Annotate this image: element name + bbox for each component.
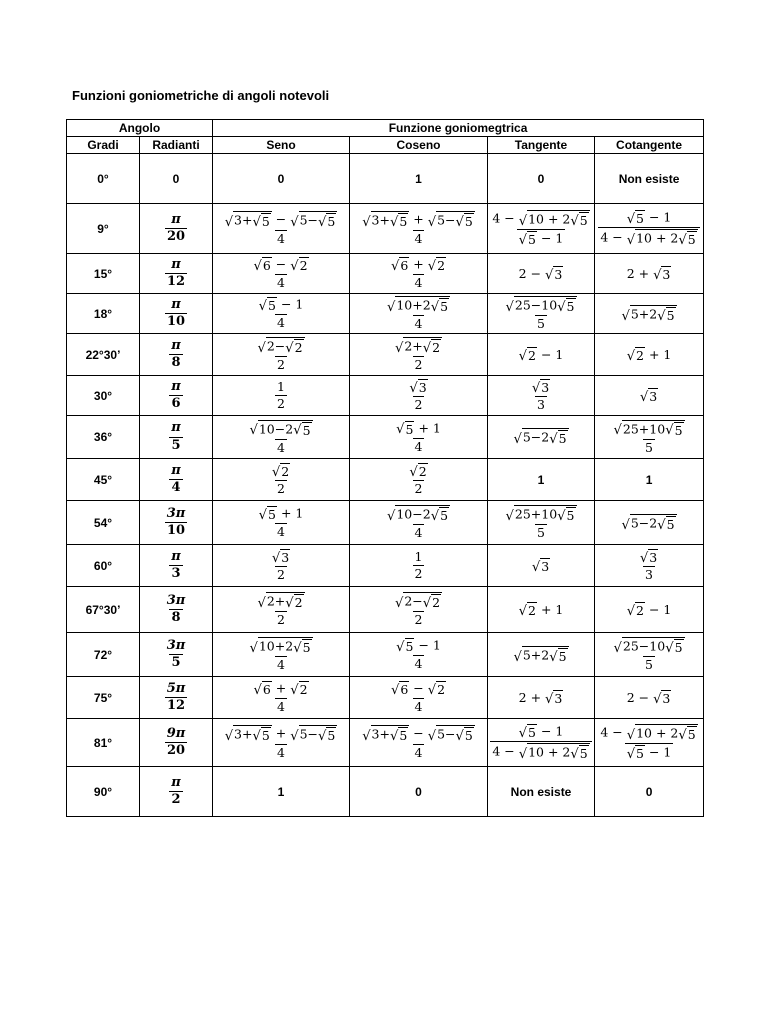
cell-gradi: 90° bbox=[67, 767, 140, 817]
cell-gradi: 22°30’ bbox=[67, 334, 140, 376]
cell-cotangente: √ 3 3 bbox=[595, 545, 704, 587]
cell-cotangente: 4 − √ 10 + 2 √ 5 √ 5 − 1 bbox=[595, 719, 704, 767]
cell-gradi: 18° bbox=[67, 294, 140, 334]
cell-seno: √ 5 + 1 4 bbox=[213, 501, 350, 545]
trig-table bbox=[66, 119, 704, 817]
cell-tangente: √ 3 bbox=[488, 545, 595, 587]
cell-gradi: 60° bbox=[67, 545, 140, 587]
cell-gradi: 9° bbox=[67, 204, 140, 254]
cell-seno: 1 bbox=[213, 767, 350, 817]
cell-rad: $\frac{\pi}{2}$ bbox=[140, 767, 213, 817]
cell-gradi: 81° bbox=[67, 719, 140, 767]
cell-coseno: 0 bbox=[350, 767, 488, 817]
cell-coseno: $\frac{1}{2}$ bbox=[350, 545, 488, 587]
cell-rad: $\frac{\pi}{8}$ bbox=[140, 334, 213, 376]
cell-seno: √ 3+ √ 5 − √ 5− √ 5 4 bbox=[213, 204, 350, 254]
cell-rad: $\frac{\pi}{5}$ bbox=[140, 416, 213, 459]
cell-tangente: √ 5−2 √ 5 bbox=[488, 416, 595, 459]
cell-coseno: √ 10+2 √ 5 4 bbox=[350, 294, 488, 334]
cell-cotangente: √ 25−10 √ 5 5 bbox=[595, 633, 704, 677]
cell-rad: $\frac{\pi}{6}$ bbox=[140, 376, 213, 416]
cell-cotangente: √ 25+10 √ 5 5 bbox=[595, 416, 704, 459]
cell-rad: 0 bbox=[140, 154, 213, 204]
table-row bbox=[67, 376, 704, 416]
table-row bbox=[67, 767, 704, 817]
cell-seno: √ 3+ √ 5 + √ 5− √ 5 4 bbox=[213, 719, 350, 767]
cell-seno: √ 2+ √ 2 2 bbox=[213, 587, 350, 633]
cell-seno: $\frac{1}{2}$ bbox=[213, 376, 350, 416]
cell-cotangente: Non esiste bbox=[595, 154, 704, 204]
cell-cotangente: 1 bbox=[595, 459, 704, 501]
cell-gradi: 15° bbox=[67, 254, 140, 294]
table-row bbox=[67, 633, 704, 677]
cell-gradi: 67°30’ bbox=[67, 587, 140, 633]
cell-coseno: √ 3 2 bbox=[350, 376, 488, 416]
cell-coseno: √ 5 − 1 4 bbox=[350, 633, 488, 677]
table-row bbox=[67, 334, 704, 376]
cell-seno: √ 10−2 √ 5 4 bbox=[213, 416, 350, 459]
cell-seno: √ 10+2 √ 5 4 bbox=[213, 633, 350, 677]
cell-tangente: √ 5+2 √ 5 bbox=[488, 633, 595, 677]
cell-cotangente: √ 2 + 1 bbox=[595, 334, 704, 376]
cell-coseno: √ 5 + 1 4 bbox=[350, 416, 488, 459]
cell-seno: √ 2 2 bbox=[213, 459, 350, 501]
col-header-seno: Seno bbox=[213, 137, 350, 154]
cell-tangente: √ 2 − 1 bbox=[488, 334, 595, 376]
cell-cotangente: √ 5−2 √ 5 bbox=[595, 501, 704, 545]
header-funzione: Funzione goniomegtrica bbox=[213, 120, 704, 137]
cell-coseno: 1 bbox=[350, 154, 488, 204]
cell-coseno: √ 10−2 √ 5 4 bbox=[350, 501, 488, 545]
cell-rad: $\frac{\pi}{4}$ bbox=[140, 459, 213, 501]
header-angolo: Angolo bbox=[67, 120, 213, 137]
col-header-gradi: Gradi bbox=[67, 137, 140, 154]
cell-seno: √ 3 2 bbox=[213, 545, 350, 587]
cell-gradi: 45° bbox=[67, 459, 140, 501]
table-row bbox=[67, 677, 704, 719]
header-columns-row bbox=[67, 137, 704, 154]
cell-cotangente: √ 5 − 1 4 − √ 10 + 2 √ 5 bbox=[595, 204, 704, 254]
col-header-tangente: Tangente bbox=[488, 137, 595, 154]
cell-tangente: 1 bbox=[488, 459, 595, 501]
cell-rad: $\frac{3\pi}{10}$ bbox=[140, 501, 213, 545]
table-row bbox=[67, 416, 704, 459]
cell-gradi: 54° bbox=[67, 501, 140, 545]
cell-tangente: √ 2 + 1 bbox=[488, 587, 595, 633]
cell-tangente: √ 25+10 √ 5 5 bbox=[488, 501, 595, 545]
cell-coseno: √ 2− √ 2 2 bbox=[350, 587, 488, 633]
cell-cotangente: √ 2 − 1 bbox=[595, 587, 704, 633]
cell-gradi: 75° bbox=[67, 677, 140, 719]
table-row bbox=[67, 501, 704, 545]
cell-cotangente: √ 5+2 √ 5 bbox=[595, 294, 704, 334]
cell-seno: √ 2− √ 2 2 bbox=[213, 334, 350, 376]
cell-tangente: √ 3 3 bbox=[488, 376, 595, 416]
cell-gradi: 36° bbox=[67, 416, 140, 459]
header-group-row bbox=[67, 120, 704, 137]
cell-rad: $\frac{3\pi}{8}$ bbox=[140, 587, 213, 633]
cell-seno: √ 6 − √ 2 4 bbox=[213, 254, 350, 294]
cell-rad: $\frac{\pi}{10}$ bbox=[140, 294, 213, 334]
cell-cotangente: 0 bbox=[595, 767, 704, 817]
cell-cotangente: 2 + √ 3 bbox=[595, 254, 704, 294]
cell-tangente: √ 25−10 √ 5 5 bbox=[488, 294, 595, 334]
cell-tangente: 2 − √ 3 bbox=[488, 254, 595, 294]
cell-gradi: 30° bbox=[67, 376, 140, 416]
table-row bbox=[67, 254, 704, 294]
cell-gradi: 0° bbox=[67, 154, 140, 204]
cell-rad: $\frac{\pi}{20}$ bbox=[140, 204, 213, 254]
table-row bbox=[67, 154, 704, 204]
cell-coseno: √ 6 − √ 2 4 bbox=[350, 677, 488, 719]
cell-coseno: √ 3+ √ 5 + √ 5− √ 5 4 bbox=[350, 204, 488, 254]
cell-coseno: √ 2 2 bbox=[350, 459, 488, 501]
cell-tangente: 4 − √ 10 + 2 √ 5 √ 5 − 1 bbox=[488, 204, 595, 254]
cell-cotangente: √ 3 bbox=[595, 376, 704, 416]
cell-coseno: √ 6 + √ 2 4 bbox=[350, 254, 488, 294]
col-header-cotangente: Cotangente bbox=[595, 137, 704, 154]
cell-rad: $\frac{9\pi}{20}$ bbox=[140, 719, 213, 767]
table-row bbox=[67, 294, 704, 334]
cell-seno: √ 5 − 1 4 bbox=[213, 294, 350, 334]
cell-tangente: 0 bbox=[488, 154, 595, 204]
cell-rad: $\frac{\pi}{12}$ bbox=[140, 254, 213, 294]
cell-rad: $\frac{\pi}{3}$ bbox=[140, 545, 213, 587]
cell-rad: $\frac{3\pi}{5}$ bbox=[140, 633, 213, 677]
page-title: Funzioni goniometriche di angoli notevoli bbox=[72, 88, 330, 103]
cell-gradi: 72° bbox=[67, 633, 140, 677]
cell-coseno: √ 2+ √ 2 2 bbox=[350, 334, 488, 376]
table-row bbox=[67, 204, 704, 254]
table-row bbox=[67, 545, 704, 587]
cell-seno: 0 bbox=[213, 154, 350, 204]
cell-coseno: √ 3+ √ 5 − √ 5− √ 5 4 bbox=[350, 719, 488, 767]
table-row bbox=[67, 719, 704, 767]
table-row bbox=[67, 587, 704, 633]
cell-cotangente: 2 − √ 3 bbox=[595, 677, 704, 719]
cell-tangente: 2 + √ 3 bbox=[488, 677, 595, 719]
table-row bbox=[67, 459, 704, 501]
cell-rad: $\frac{5\pi}{12}$ bbox=[140, 677, 213, 719]
col-header-radianti: Radianti bbox=[140, 137, 213, 154]
cell-seno: √ 6 + √ 2 4 bbox=[213, 677, 350, 719]
cell-tangente: Non esiste bbox=[488, 767, 595, 817]
table-body bbox=[67, 154, 704, 817]
cell-tangente: √ 5 − 1 4 − √ 10 + 2 √ 5 bbox=[488, 719, 595, 767]
col-header-coseno: Coseno bbox=[350, 137, 488, 154]
